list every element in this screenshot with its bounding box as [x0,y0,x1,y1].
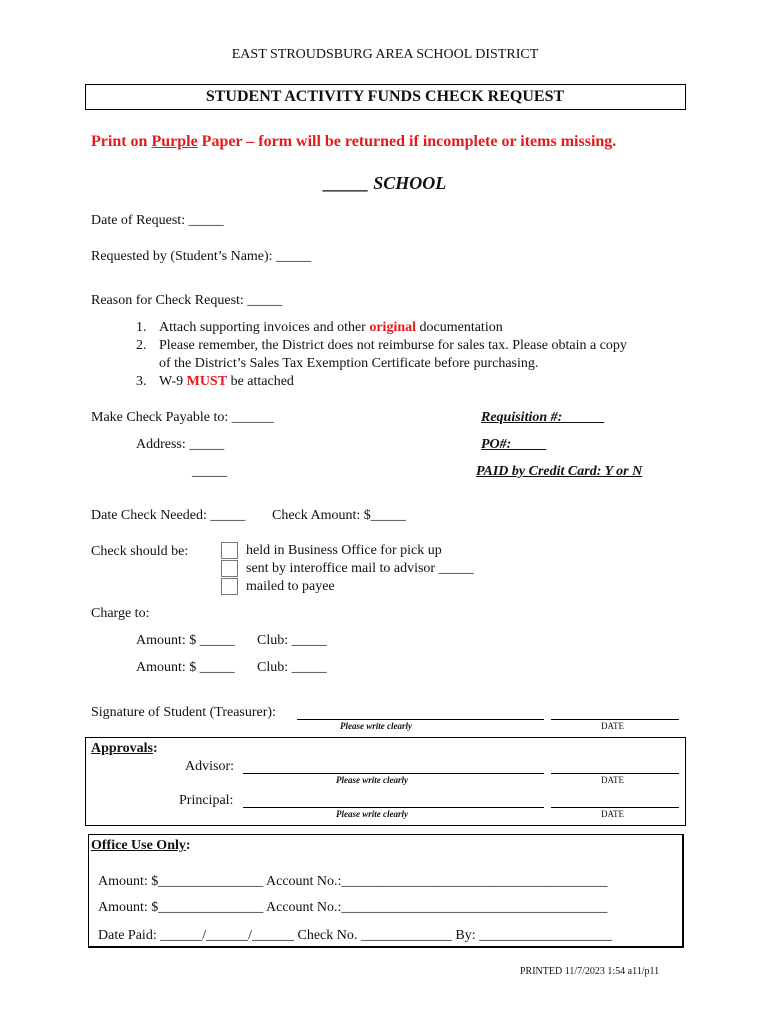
student-signature-label: Signature of Student (Treasurer): [91,705,276,720]
paid-by-credit-card: PAID by Credit Card: Y or N [476,464,643,479]
principal-write-clearly: Please write clearly [336,809,408,819]
checkbox-mailed[interactable] [221,578,238,595]
student-write-clearly: Please write clearly [340,721,412,731]
instruction-3 [159,374,294,390]
district-name: EAST STROUDSBURG AREA SCHOOL DISTRICT [231,47,539,62]
payee-address: Address: _____ [136,437,225,452]
instruction-3-c: be attached [227,374,294,389]
office-use-title: Office Use Only [91,838,186,853]
student-date-caption: DATE [601,721,624,731]
office-date-paid: Date Paid: ______/______/______ Check No. _____________ By: ___________________ [98,928,613,943]
instruction-3-must: MUST [186,374,228,389]
instruction-1-c: documentation [416,320,503,335]
option-mailed: mailed to payee [246,579,335,594]
principal-date-line [551,807,679,808]
advisor-date-line [551,773,679,774]
school-heading: _____ SCHOOL [323,173,447,193]
check-amount: Check Amount: $_____ [272,508,406,523]
form-title: STUDENT ACTIVITY FUNDS CHECK REQUEST [205,88,565,105]
date-check-needed: Date Check Needed: _____ [91,508,246,523]
office-amount-1: Amount: $_______________ Account No.:______________________________________ [98,874,608,889]
notice-prefix: Print on [91,133,152,150]
instruction-1-a: Attach supporting invoices and other [159,320,370,335]
office-use-colon: : [185,838,191,853]
requested-by: Requested by (Student’s Name): _____ [91,249,312,264]
charge-club-1: Club: _____ [257,633,327,648]
approvals-colon: : [152,741,158,756]
student-date-line [551,719,679,720]
make-check-payable: Make Check Payable to: ______ [91,410,274,425]
po-number: PO#:_____ [481,437,547,452]
check-should-be-label: Check should be: [91,544,189,559]
instruction-1 [159,320,503,336]
advisor-label: Advisor: [185,759,234,774]
charge-to-label: Charge to: [91,606,150,621]
option-pickup: held in Business Office for pick up [246,543,442,558]
print-notice [91,133,616,151]
option-interoffice: sent by interoffice mail to advisor _____ [246,561,474,576]
charge-club-2: Club: _____ [257,660,327,675]
notice-purple: Purple [151,133,198,150]
checkbox-pickup[interactable] [221,542,238,559]
reason-for-request: Reason for Check Request: _____ [91,293,283,308]
approvals-heading [91,741,158,757]
instruction-num-1: 1. [136,320,147,335]
checkbox-interoffice[interactable] [221,560,238,577]
instruction-3-a: W-9 [159,374,187,389]
office-amount-2: Amount: $_______________ Account No.:______________________________________ [98,900,608,915]
principal-signature-line [243,807,544,808]
notice-suffix: Paper – form will be returned if incomplete or items missing. [197,133,617,150]
instruction-2-line-2: of the District’s Sales Tax Exemption Certificate before purchasing. [159,356,539,371]
instruction-1-original: original [369,320,417,335]
printed-footer: PRINTED 11/7/2023 1:54 a11/p11 [520,966,660,977]
principal-date-caption: DATE [601,809,624,819]
payee-address-line-2: _____ [192,464,227,479]
requisition-number: Requisition #:______ [481,410,605,425]
advisor-write-clearly: Please write clearly [336,775,408,785]
charge-amount-1: Amount: $ _____ [136,633,235,648]
instruction-2-line-1: Please remember, the District does not reimburse for sales tax. Please obtain a copy [159,338,627,353]
advisor-date-caption: DATE [601,775,624,785]
charge-amount-2: Amount: $ _____ [136,660,235,675]
advisor-signature-line [243,773,544,774]
date-of-request: Date of Request: _____ [91,213,224,228]
approvals-title: Approvals [91,741,153,756]
instruction-num-3: 3. [136,374,147,389]
instruction-num-2: 2. [136,338,147,353]
principal-label: Principal: [179,793,234,808]
office-use-heading [91,838,191,854]
student-signature-line [297,719,544,720]
